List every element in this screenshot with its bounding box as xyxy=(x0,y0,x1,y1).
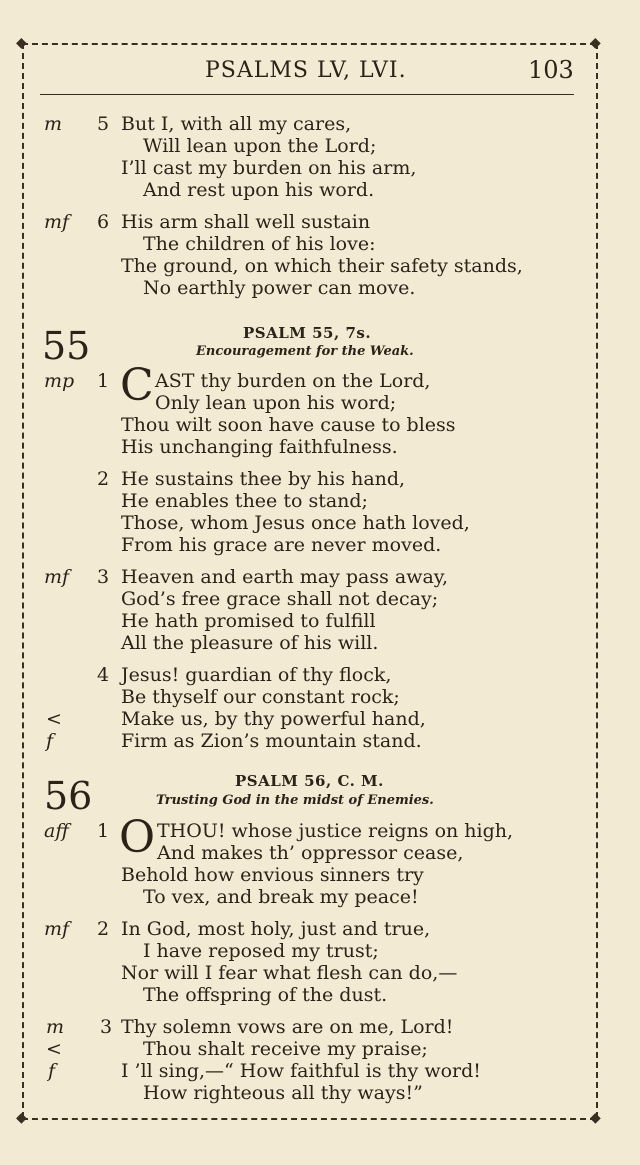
verse-line: Firm as Zion’s mountain stand. xyxy=(121,730,422,752)
verse-line: Thou shalt receive my praise; xyxy=(143,1038,428,1060)
verse-line: I have reposed my trust; xyxy=(143,940,379,962)
verse-line: I’ll cast my burden on his arm, xyxy=(121,157,417,179)
verse-number: 5 xyxy=(97,113,110,135)
drop-cap: O xyxy=(119,812,156,863)
verse-line: Only lean upon his word; xyxy=(155,392,397,414)
verse-line: He hath promised to fulfill xyxy=(121,610,376,632)
verse-line: Thou wilt soon have cause to bless xyxy=(121,414,456,436)
hymn-number: 56 xyxy=(44,774,93,818)
dynamic-mark: m xyxy=(46,1016,65,1038)
drop-cap: C xyxy=(120,360,154,411)
psalm-title: PSALM 55, 7s. xyxy=(243,324,372,342)
header-rule xyxy=(40,94,574,95)
verse-line: In God, most holy, just and true, xyxy=(121,918,431,940)
verse-line: How righteous all thy ways!” xyxy=(143,1082,423,1104)
verse-line: Nor will I fear what flesh can do,— xyxy=(121,962,458,984)
psalm-title: PSALM 56, C. M. xyxy=(235,772,384,790)
verse-line: To vex, and break my peace! xyxy=(143,886,419,908)
hymn-number: 55 xyxy=(42,324,91,368)
verse-line: THOU! whose justice reigns on high, xyxy=(157,820,514,842)
verse-line: Behold how envious sinners try xyxy=(121,864,424,886)
verse-number: 1 xyxy=(97,820,110,842)
dynamic-mark: mf xyxy=(44,211,70,233)
page-number: 103 xyxy=(528,56,574,84)
top-border xyxy=(22,43,596,45)
verse-line: The children of his love: xyxy=(143,233,376,255)
verse-line: The ground, on which their safety stands, xyxy=(121,255,523,277)
verse-line: Make us, by thy powerful hand, xyxy=(121,708,426,730)
verse-number: 4 xyxy=(97,664,110,686)
verse-line: And rest upon his word. xyxy=(143,179,375,201)
verse-line: All the pleasure of his will. xyxy=(121,632,379,654)
verse-line: His arm shall well sustain xyxy=(121,211,371,233)
verse-number: 3 xyxy=(100,1016,113,1038)
verse-line: The offspring of the dust. xyxy=(143,984,388,1006)
crescendo-mark: < xyxy=(46,708,62,730)
dynamic-mark: m xyxy=(44,113,63,135)
left-border xyxy=(22,43,24,1118)
verse-line: Heaven and earth may pass away, xyxy=(121,566,449,588)
verse-line: He enables thee to stand; xyxy=(121,490,368,512)
psalm-subtitle: Encouragement for the Weak. xyxy=(196,344,414,359)
corner-ornament-icon: ◆ xyxy=(590,35,601,51)
right-border xyxy=(596,43,598,1118)
verse-number: 2 xyxy=(97,468,110,490)
dynamic-mark: mf xyxy=(44,918,70,940)
verse-line: From his grace are never moved. xyxy=(121,534,442,556)
verse-line: And makes th’ oppressor cease, xyxy=(157,842,464,864)
dynamic-mark: aff xyxy=(44,820,69,842)
verse-number: 6 xyxy=(97,211,110,233)
verse-line: Those, whom Jesus once hath loved, xyxy=(121,512,470,534)
psalm-subtitle: Trusting God in the midst of Enemies. xyxy=(156,793,434,808)
verse-line: Jesus! guardian of thy flock, xyxy=(121,664,392,686)
verse-line: He sustains thee by his hand, xyxy=(121,468,406,490)
verse-line: I ’ll sing,—“ How faithful is thy word! xyxy=(121,1060,481,1082)
verse-number: 2 xyxy=(97,918,110,940)
running-head: PSALMS LV, LVI. xyxy=(205,58,407,83)
dynamic-mark: mf xyxy=(44,566,70,588)
verse-line: His unchanging faithfulness. xyxy=(121,436,398,458)
verse-line: No earthly power can move. xyxy=(143,277,416,299)
corner-ornament-icon: ◆ xyxy=(16,35,27,51)
crescendo-mark: < xyxy=(46,1038,62,1060)
verse-line: Thy solemn vows are on me, Lord! xyxy=(121,1016,454,1038)
verse-line: God’s free grace shall not decay; xyxy=(121,588,439,610)
verse-number: 3 xyxy=(97,566,110,588)
verse-line: Will lean upon the Lord; xyxy=(143,135,377,157)
verse-line: But I, with all my cares, xyxy=(121,113,352,135)
corner-ornament-icon: ◆ xyxy=(16,1110,27,1126)
dynamic-mark: f xyxy=(48,1060,56,1082)
bottom-border xyxy=(22,1118,596,1120)
dynamic-mark: f xyxy=(46,730,54,752)
verse-line: Be thyself our constant rock; xyxy=(121,686,400,708)
corner-ornament-icon: ◆ xyxy=(590,1110,601,1126)
verse-number: 1 xyxy=(97,370,110,392)
verse-line: AST thy burden on the Lord, xyxy=(155,370,431,392)
dynamic-mark: mp xyxy=(44,370,75,392)
